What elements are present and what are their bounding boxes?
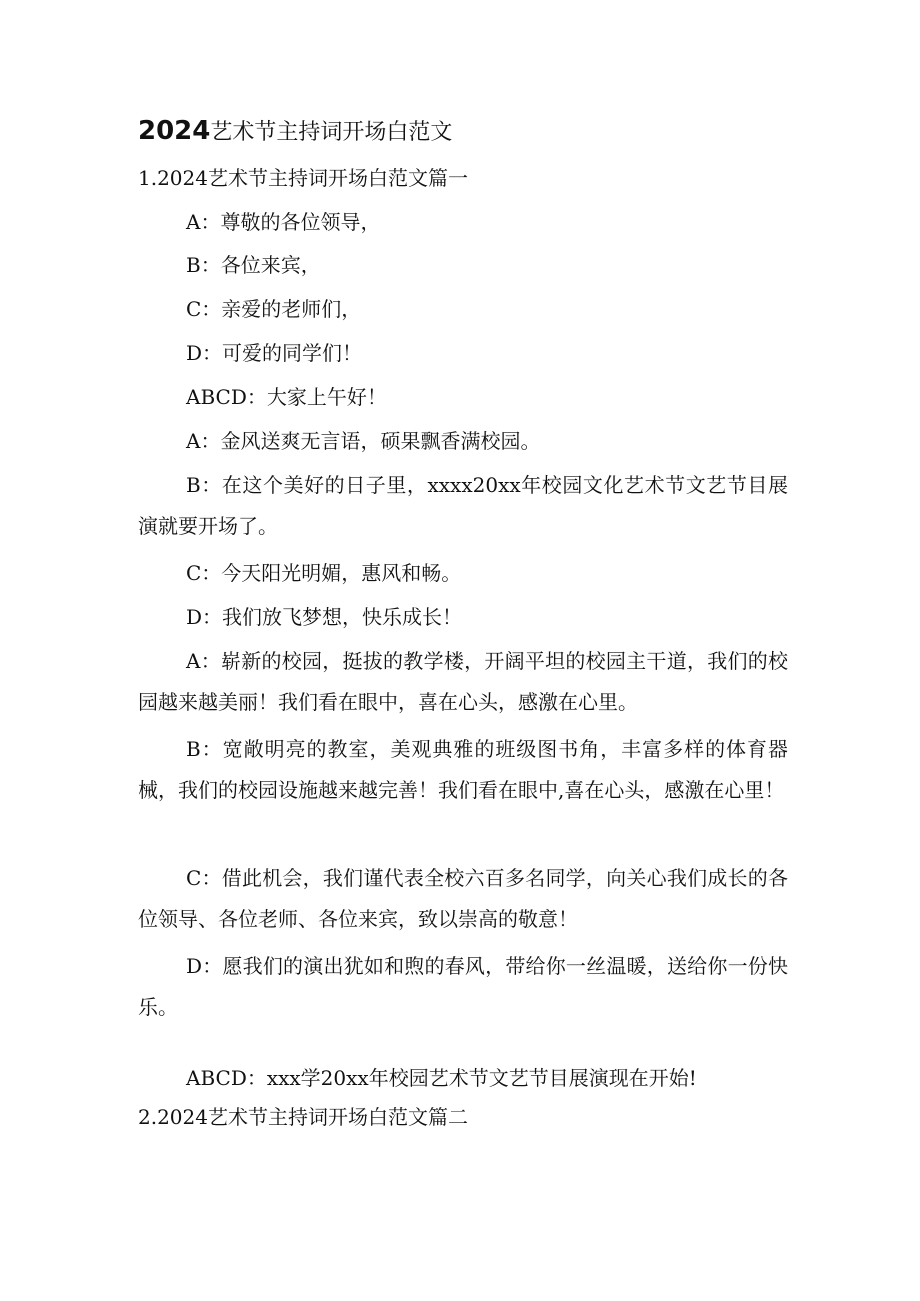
paragraph: ABCD：大家上午好！ xyxy=(186,385,387,409)
section-heading-2: 2.2024艺术节主持词开场白范文篇二 xyxy=(138,1105,468,1129)
paragraph: A：尊敬的各位领导， xyxy=(186,210,381,234)
section-heading-1: 1.2024艺术节主持词开场白范文篇一 xyxy=(138,166,468,190)
title-text: 艺术节主持词开场白范文 xyxy=(210,120,453,145)
paragraph: D：愿我们的演出犹如和煦的春风，带给你一丝温暖，送给你一份快乐。 xyxy=(138,954,788,1019)
paragraph: C：借此机会，我们谨代表全校六百多名同学，向关心我们成长的各位领导、各位老师、各位来宾，致以崇高的敬意！ xyxy=(138,866,788,931)
paragraph: D：我们放飞梦想，快乐成长！ xyxy=(186,605,463,629)
paragraph: A：金风送爽无言语，硕果飘香满校园。 xyxy=(186,429,541,453)
paragraph: ABCD：xxx学20xx年校园艺术节文艺节目展演现在开始! xyxy=(186,1066,697,1090)
paragraph: D：可爱的同学们！ xyxy=(186,341,363,365)
paragraph: A：崭新的校园，挺拔的教学楼，开阔平坦的校园主干道，我们的校园越来越美丽！我们看在眼中，喜在心头，感激在心里。 xyxy=(138,649,788,714)
paragraph: C：今天阳光明媚，惠风和畅。 xyxy=(186,561,462,585)
paragraph: B：各位来宾， xyxy=(186,253,321,277)
paragraph: B：宽敞明亮的教室，美观典雅的班级图书角，丰富多样的体育器械，我们的校园设施越来越完善！我们看在眼中,喜在心头，感激在心里！ xyxy=(138,737,788,802)
paragraph: C：亲爱的老师们， xyxy=(186,297,362,321)
paragraph: B：在这个美好的日子里，xxxx20xx年校园文化艺术节文艺节目展演就要开场了。 xyxy=(138,473,788,538)
document-title xyxy=(138,113,452,151)
title-number: 2024 xyxy=(138,116,211,146)
